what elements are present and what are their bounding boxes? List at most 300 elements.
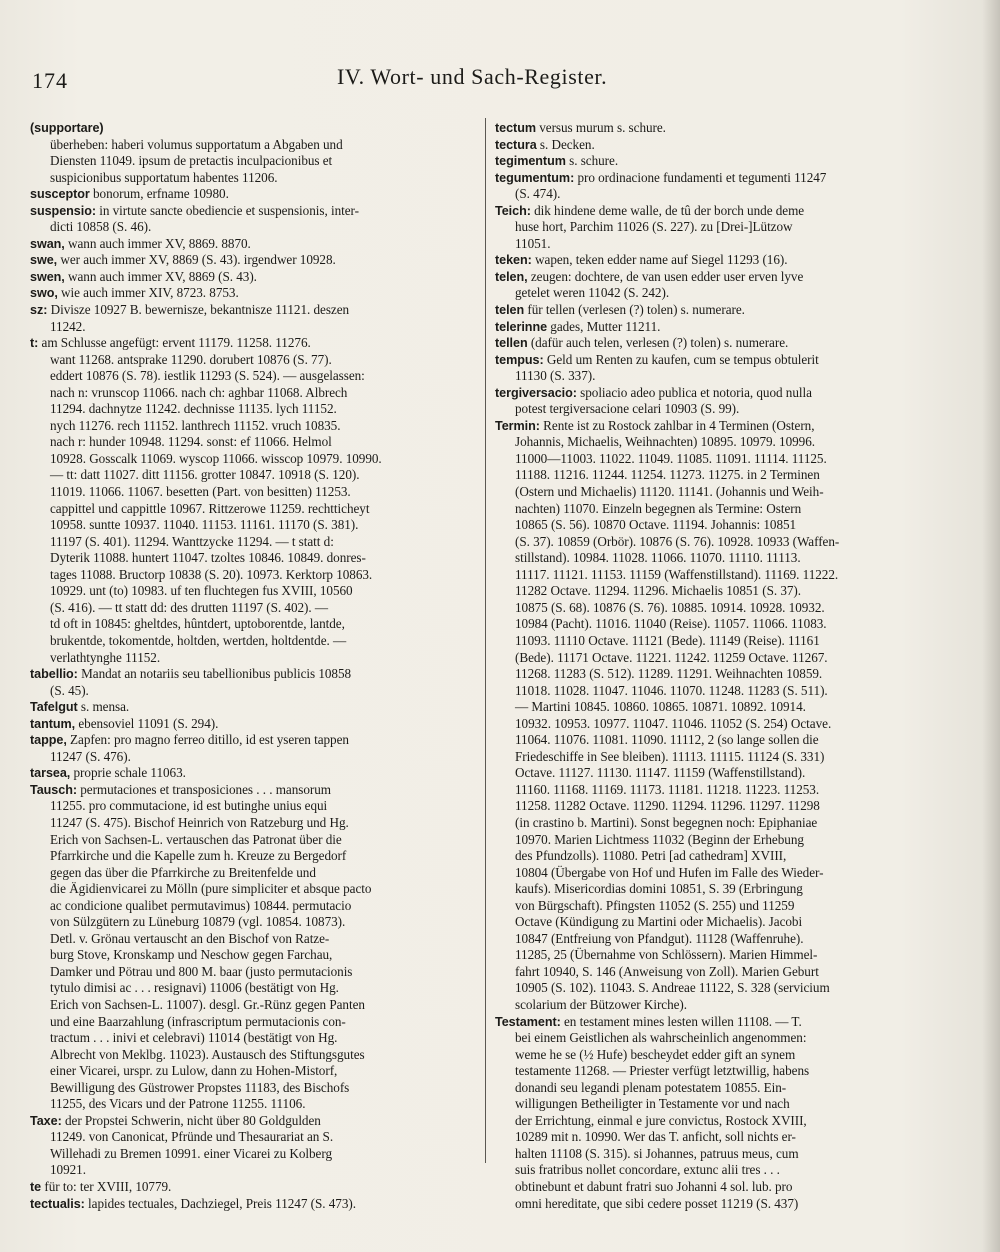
entry-headword: tellen — [495, 336, 528, 351]
register-entry — [30, 1196, 478, 1213]
entry-continuation-line — [495, 534, 943, 551]
entry-text: Zapfen: pro magno ferreo ditillo, id est yseren tappen — [66, 732, 349, 748]
entry-headword: telen, — [495, 269, 528, 284]
entry-text: potest tergiversacione celari 10903 (S. 99). — [515, 401, 740, 417]
entry-text: 10958. suntte 10937. 11040. 11153. 11161. 11170 (S. 381). — [50, 517, 359, 533]
entry-text: Erich von Sachsen-L. 11007). desgl. Gr.-Rünz gegen Panten — [50, 996, 365, 1012]
entry-first-line — [495, 385, 943, 402]
entry-headword: swe, — [30, 253, 58, 268]
register-entry — [30, 285, 478, 302]
entry-continuation-line — [495, 1146, 943, 1163]
entry-text: 11255. pro commutacione, id est butinghe unius equi — [50, 798, 328, 814]
entry-continuation-line — [495, 980, 943, 997]
entry-text: 11197 (S. 401). 11294. Wanttzycke 11294. — t statt d: — [50, 533, 334, 549]
entry-text: 10921. — [50, 1162, 86, 1178]
entry-continuation-line — [30, 484, 478, 501]
entry-text: für to: ter XVIII, 10779. — [41, 1179, 172, 1194]
entry-first-line — [30, 203, 478, 220]
entry-text: Johannis, Michaelis, Weihnachten) 10895. 10979. 10996. — [515, 434, 815, 450]
entry-text: obtinebunt et dabunt fratri suo Johanni 4 sol. lub. pro — [515, 1179, 793, 1194]
entry-headword: Tafelgut — [30, 700, 78, 715]
entry-headword: tectura — [495, 137, 537, 152]
entry-continuation-line — [30, 501, 478, 518]
entry-text: eddert 10876 (S. 78). iestlik 11293 (S. 524). — ausgelassen: — [50, 368, 365, 384]
entry-text: nachten) 11070. Einzeln begegnen als Termine: Ostern — [515, 500, 802, 516]
entry-text: 11188. 11216. 11244. 11254. 11273. 11275. in 2 Terminen — [515, 467, 820, 483]
entry-continuation-line — [30, 600, 478, 617]
entry-text: ac condicione qualibet permutavimus) 10844. permutacio — [50, 897, 352, 913]
entry-text: 11000—11003. 11022. 11049. 11085. 11091. 11114. 11125. — [515, 450, 827, 466]
register-entry — [495, 385, 943, 418]
entry-continuation-line — [30, 319, 478, 336]
entry-headword: te — [30, 1180, 42, 1194]
entry-continuation-line — [495, 219, 943, 236]
page-number: 174 — [32, 68, 68, 93]
entry-text: fahrt 10940, S. 146 (Anweisung von Zoll). Marien Geburt — [515, 963, 819, 979]
entry-text: Damker und Pötrau und 800 M. baar (justo permutacionis — [50, 963, 353, 979]
entry-continuation-line — [30, 650, 478, 667]
entry-first-line — [30, 1113, 478, 1130]
entry-headword: swen, — [30, 269, 65, 284]
entry-text: (S. 416). — tt statt dd: des drutten 11197 (S. 402). — — [50, 599, 329, 615]
entry-continuation-line — [30, 633, 478, 650]
entry-text: 11294. dachnytze 11242. dechnisse 11135. lych 11152. — [50, 401, 337, 417]
entry-continuation-line — [495, 683, 943, 700]
register-entry — [495, 203, 943, 253]
entry-text: Friedeschiffe in See bleiben). 11113. 11115. 11124 (S. 331) — [515, 748, 825, 764]
entry-continuation-line — [495, 749, 943, 766]
entry-headword: swan, — [30, 236, 65, 251]
entry-continuation-line — [495, 1162, 943, 1179]
register-entry — [30, 782, 478, 1113]
entry-continuation-line — [495, 567, 943, 584]
entry-text: tractum . . . inivi et celebravi) 11014 (bestätigt von Hg. — [50, 1030, 338, 1046]
entry-continuation-line — [495, 517, 943, 534]
register-entry — [30, 666, 478, 699]
entry-continuation-line — [495, 236, 943, 253]
register-entry — [495, 170, 943, 203]
entry-first-line — [30, 120, 478, 137]
entry-text: proprie schale 11063. — [70, 765, 186, 781]
entry-text: td oft in 10845: gheltdes, hûntdert, uptoborentde, lantde, — [50, 616, 345, 632]
left-column — [30, 120, 478, 1212]
entry-headword: Teich: — [495, 203, 531, 218]
entry-text: 11018. 11028. 11047. 11046. 11070. 11248. 11283 (S. 511). — [515, 682, 828, 698]
register-entry — [30, 302, 478, 335]
entry-continuation-line — [495, 848, 943, 865]
entry-continuation-line — [495, 401, 943, 418]
entry-continuation-line — [495, 434, 943, 451]
entry-continuation-line — [30, 467, 478, 484]
entry-text: 11285, 25 (Übernahme von Schlössern). Marien Himmel- — [515, 947, 818, 963]
entry-continuation-line — [30, 964, 478, 981]
entry-continuation-line — [30, 1129, 478, 1146]
entry-text: wer auch immer XV, 8869 (S. 43). irgendwer 10928. — [57, 252, 336, 268]
entry-text: s. Decken. — [536, 136, 595, 152]
entry-text: dicti 10858 (S. 46). — [50, 219, 152, 235]
entry-continuation-line — [495, 1196, 943, 1213]
entry-text: getelet weren 11042 (S. 242). — [515, 285, 670, 301]
entry-text: (S. 37). 10859 (Orbör). 10876 (S. 76). 10928. 10933 (Waffen- — [515, 533, 840, 549]
entry-continuation-line — [30, 1096, 478, 1113]
entry-first-line — [30, 186, 478, 203]
register-entry — [30, 236, 478, 253]
entry-text: spoliacio adeo publica et notoria, quod nulla — [576, 384, 812, 400]
entry-continuation-line — [495, 765, 943, 782]
entry-text: 11258. 11282 Octave. 11290. 11294. 11296. 11297. 11298 — [515, 798, 820, 814]
entry-first-line — [30, 302, 478, 319]
entry-text: Bewilligung des Güstrower Propstes 11183, des Bischofs — [50, 1079, 350, 1095]
register-entry — [30, 120, 478, 186]
entry-continuation-line — [30, 947, 478, 964]
register-entry — [30, 252, 478, 269]
entry-text: en testament mines lesten willen 11108. — T. — [560, 1013, 802, 1029]
entry-continuation-line — [30, 616, 478, 633]
entry-continuation-line — [30, 1030, 478, 1047]
entry-text: 11247 (S. 475). Bischof Heinrich von Ratzeburg und Hg. — [50, 814, 349, 830]
entry-text: 10984 (Pacht). 11016. 11040 (Reise). 11057. 11066. 11083. — [515, 616, 827, 632]
entry-continuation-line — [495, 484, 943, 501]
entry-first-line — [495, 203, 943, 220]
entry-first-line — [30, 765, 478, 782]
register-entry — [30, 203, 478, 236]
entry-continuation-line — [30, 832, 478, 849]
entry-continuation-line — [495, 650, 943, 667]
entry-text: in virtute sancte obediencie et suspensionis, inter- — [95, 202, 359, 218]
entry-text: von Sülzgütern zu Lüneburg 10879 (vgl. 10854. 10873). — [50, 914, 346, 930]
entry-continuation-line — [30, 517, 478, 534]
entry-continuation-line — [495, 947, 943, 964]
entry-text: nach n: vrunscop 11066. nach ch: aghbar 11068. Albrech — [50, 384, 348, 400]
entry-first-line — [30, 236, 478, 253]
entry-continuation-line — [495, 1179, 943, 1196]
entry-continuation-line — [30, 368, 478, 385]
entry-continuation-line — [495, 186, 943, 203]
entry-text: 11242. — [50, 318, 86, 334]
entry-continuation-line — [495, 716, 943, 733]
entry-text: 10289 mit n. 10990. Wer das T. anficht, soll nichts er- — [515, 1129, 796, 1145]
entry-continuation-line — [30, 451, 478, 468]
entry-text: testamente 11268. — Priester verfügt letztwillig, habens — [515, 1063, 810, 1079]
entry-continuation-line — [495, 1096, 943, 1113]
entry-continuation-line — [495, 798, 943, 815]
entry-text: (Bede). 11171 Octave. 11221. 11242. 11259 Octave. 11267. — [515, 649, 828, 665]
entry-continuation-line — [30, 931, 478, 948]
entry-continuation-line — [30, 534, 478, 551]
entry-continuation-line — [495, 1030, 943, 1047]
entry-continuation-line — [495, 964, 943, 981]
entry-text: (Ostern und Michaelis) 11120. 11141. (Johannis und Weih- — [515, 484, 824, 500]
entry-headword: sz: — [30, 303, 48, 318]
entry-text: zeugen: dochtere, de van usen edder user erven lyve — [527, 268, 804, 284]
entry-text: Detl. v. Grönau vertauscht an den Bischof von Ratze- — [50, 930, 330, 946]
entry-text: pro ordinacione fundamenti et tegumenti 11247 — [574, 169, 827, 185]
entry-text: 11249. von Canonicat, Pfründe und Thesaurariat an S. — [50, 1129, 334, 1145]
entry-first-line — [30, 269, 478, 286]
entry-text: Pfarrkirche und die Kapelle zum h. Kreuze zu Bergedorf — [50, 848, 347, 864]
register-entry — [495, 269, 943, 302]
entry-text: Octave. 11127. 11130. 11147. 11159 (Waffenstillstand). — [515, 765, 806, 781]
entry-text: tytulo dimisi ac . . . resignavi) 11006 (bestätigt von Hg. — [50, 980, 339, 996]
entry-continuation-line — [30, 914, 478, 931]
entry-headword: tegimentum — [495, 154, 566, 169]
entry-text: Octave (Kündigung zu Martini oder Michaelis). Jacobi — [515, 914, 803, 930]
entry-text: 11019. 11066. 11067. besetten (Part. von besitten) 11253. — [50, 484, 351, 500]
entry-first-line — [30, 716, 478, 733]
register-entry — [495, 335, 943, 352]
entry-first-line — [495, 352, 943, 369]
entry-text: versus murum s. schure. — [536, 120, 666, 135]
entry-text: 10932. 10953. 10977. 11047. 11046. 11052 (S. 254) Octave. — [515, 715, 832, 731]
entry-continuation-line — [30, 1146, 478, 1163]
entry-first-line — [495, 319, 943, 336]
entry-text: Mandat an notariis seu tabellionibus publicis 10858 — [77, 666, 352, 682]
column-divider — [485, 118, 486, 1163]
entry-text: die Ägidienvicarei zu Mölln (pure simpliciter et absque pacto — [50, 881, 372, 897]
entry-continuation-line — [495, 865, 943, 882]
entry-headword: suspensio: — [30, 203, 96, 218]
entry-continuation-line — [495, 368, 943, 385]
entry-text: bonorum, erfname 10980. — [89, 186, 229, 202]
register-entry — [30, 269, 478, 286]
entry-continuation-line — [495, 550, 943, 567]
entry-continuation-line — [30, 1014, 478, 1031]
register-entry — [495, 120, 943, 137]
entry-continuation-line — [30, 219, 478, 236]
register-entry — [495, 137, 943, 154]
entry-continuation-line — [30, 997, 478, 1014]
entry-text: — Martini 10845. 10860. 10865. 10871. 10892. 10914. — [515, 699, 806, 715]
entry-headword: telen — [495, 303, 525, 318]
entry-continuation-line — [495, 1113, 943, 1130]
entry-continuation-line — [30, 1080, 478, 1097]
entry-continuation-line — [30, 1063, 478, 1080]
entry-text: ebensoviel 11091 (S. 294). — [75, 715, 219, 731]
entry-continuation-line — [30, 418, 478, 435]
entry-continuation-line — [30, 881, 478, 898]
entry-text: wann auch immer XV, 8869. 8870. — [64, 235, 251, 251]
entry-continuation-line — [495, 467, 943, 484]
entry-text: 11268. 11283 (S. 512). 11289. 11291. Weihnachten 10859. — [515, 666, 823, 682]
entry-text: 10970. Marien Lichtmess 11032 (Beginn der Erhebung — [515, 831, 804, 847]
register-entry — [495, 302, 943, 319]
entry-text: want 11268. antsprake 11290. dorubert 10876 (S. 77). — [50, 351, 332, 367]
entry-text: wann auch immer XV, 8869 (S. 43). — [64, 268, 257, 284]
entry-continuation-line — [495, 600, 943, 617]
entry-text: 11093. 11110 Octave. 11121 (Bede). 11149 (Reise). 11161 — [515, 632, 820, 648]
entry-text: 11255, des Vicars und der Patrone 11255. 11106. — [50, 1096, 306, 1112]
entry-first-line — [30, 1196, 478, 1213]
entry-continuation-line — [495, 616, 943, 633]
entry-first-line — [495, 269, 943, 286]
entry-continuation-line — [30, 848, 478, 865]
entry-text: suspicionibus supportatum habentes 11206. — [50, 169, 278, 185]
entry-text: — tt: datt 11027. ditt 11156. grotter 10847. 10918 (S. 120). — [50, 467, 360, 483]
entry-text: burg Stove, Kronskamp und Neschow gegen Farchau, — [50, 947, 333, 963]
entry-text: 11117. 11121. 11153. 11159 (Waffenstillstand). 11169. 11222. — [515, 566, 839, 582]
entry-continuation-line — [30, 898, 478, 915]
entry-headword: tectum — [495, 121, 536, 135]
entry-text: der Propstei Schwerin, nicht über 80 Goldgulden — [61, 1112, 321, 1128]
entry-continuation-line — [495, 898, 943, 915]
entry-continuation-line — [30, 434, 478, 451]
register-entry — [495, 1014, 943, 1213]
entry-text: Willehadi zu Bremen 10991. einer Vicarei zu Kolberg — [50, 1145, 333, 1161]
entry-continuation-line — [30, 683, 478, 700]
entry-text: 11051. — [515, 235, 551, 251]
entry-first-line — [495, 170, 943, 187]
entry-text: 11247 (S. 476). — [50, 748, 131, 764]
entry-text: brukentde, tokomentde, holtden, wertden, holtdentde. — — [50, 632, 347, 648]
entry-text: 11282 Octave. 11294. 11296. Michaelis 10851 (S. 37). — [515, 583, 802, 599]
entry-text: Rente ist zu Rostock zahlbar in 4 Terminen (Ostern, — [539, 417, 815, 433]
entry-continuation-line — [495, 914, 943, 931]
entry-text: Diensten 11049. ipsum de pretactis inculpacionibus et — [50, 153, 333, 169]
entry-first-line — [495, 418, 943, 435]
entry-first-line — [30, 285, 478, 302]
entry-first-line — [495, 120, 943, 137]
entry-text: 10928. Gosscalk 11069. wyscop 11066. wisscop 10979. 10990. — [50, 450, 382, 466]
entry-text: suis fratribus nollet concordare, extunc alii tres . . . — [515, 1162, 780, 1178]
entry-continuation-line — [30, 815, 478, 832]
entry-continuation-line — [495, 997, 943, 1014]
entry-text: einer Vicarei, urspr. zu Lulow, dann zu Hohen-Mistorf, — [50, 1063, 338, 1079]
entry-continuation-line — [495, 1080, 943, 1097]
entry-text: Albrecht von Meklbg. 11023). Austausch des Stiftungsgutes — [50, 1046, 365, 1062]
entry-text: des Pfundzolls). 11080. Petri [ad cathedram] XVIII, — [515, 848, 787, 864]
register-entry — [30, 335, 478, 666]
entry-continuation-line — [495, 1047, 943, 1064]
entry-text: lapides tectuales, Dachziegel, Preis 11247 (S. 473). — [84, 1195, 356, 1211]
entry-continuation-line — [495, 815, 943, 832]
entry-headword: (supportare) — [30, 121, 104, 135]
entry-text: gegen das über die Pfarrkirche zu Breitenfelde und — [50, 864, 316, 880]
entry-text: 10929. unt (to) 10983. uf ten fluchtegen fus XVIII, 10560 — [50, 583, 353, 599]
entry-text: und eine Baarzahlung (infrascriptum permutacionis con- — [50, 1013, 346, 1029]
entry-text: stillstand). 10984. 11028. 11066. 11070. 11110. 11113. — [515, 550, 801, 566]
entry-headword: teken: — [495, 253, 532, 268]
entry-text: weme he se (½ Hufe) bescheydet edder gift an synem — [515, 1046, 796, 1062]
right-column — [495, 120, 943, 1212]
entry-text: (in crastino b. Martini). Sonst begegnen noch: Epiphaniae — [515, 814, 818, 830]
entry-headword: tappe, — [30, 733, 67, 748]
entry-first-line — [495, 302, 943, 319]
register-entry — [30, 186, 478, 203]
entry-text: tages 11088. Bructorp 10838 (S. 20). 10973. Kerktorp 10863. — [50, 566, 373, 582]
entry-text: Divisze 10927 B. bewernisze, bekantnisze 11121. deszen — [47, 302, 350, 318]
entry-text: 10875 (S. 68). 10876 (S. 76). 10885. 10914. 10928. 10932. — [515, 599, 825, 615]
entry-text: 10865 (S. 56). 10870 Octave. 11194. Johannis: 10851 — [515, 517, 797, 533]
register-entry — [495, 153, 943, 170]
entry-text: huse hort, Parchim 11026 (S. 227). zu [Drei-]Lützow — [515, 219, 793, 235]
entry-text: halten 11108 (S. 315). si Johannes, patruus meus, cum — [515, 1145, 799, 1161]
entry-headword: swo, — [30, 286, 58, 301]
entry-continuation-line — [30, 137, 478, 154]
entry-text: von Bürgschaft). Pfingsten 11052 (S. 255) und 11259 — [515, 897, 795, 913]
entry-text: kaufs). Misericordias domini 10851, S. 39 (Erbringung — [515, 881, 803, 897]
entry-continuation-line — [495, 782, 943, 799]
entry-headword: Tausch: — [30, 782, 77, 797]
entry-text: willigungen Betheiligter in Testamente vor und nach — [515, 1096, 790, 1112]
register-entry — [495, 252, 943, 269]
entry-continuation-line — [495, 1129, 943, 1146]
entry-text: donandi seu legandi plenam potestatem 10855. Ein- — [515, 1079, 787, 1095]
register-entry — [30, 1179, 478, 1196]
entry-headword: tergiversacio: — [495, 385, 577, 400]
entry-continuation-line — [30, 352, 478, 369]
entry-text: nych 11276. rech 11152. lanthrech 11152. vruch 10835. — [50, 417, 341, 433]
scan-page-edge — [982, 0, 1000, 1252]
entry-continuation-line — [495, 832, 943, 849]
entry-first-line — [495, 252, 943, 269]
entry-text: Dyterik 11088. huntert 11047. tzoltes 10846. 10849. donres- — [50, 550, 366, 566]
entry-text: 11160. 11168. 11169. 11173. 11181. 11218. 11223. 11253. — [515, 781, 820, 797]
entry-text: verlathtynghe 11152. — [50, 649, 161, 665]
entry-first-line — [495, 137, 943, 154]
register-entry — [30, 765, 478, 782]
entry-continuation-line — [495, 285, 943, 302]
entry-headword: telerinne — [495, 319, 548, 334]
entry-text: Geld um Renten zu kaufen, cum se tempus obtulerit — [543, 351, 819, 367]
entry-text: s. schure. — [565, 153, 619, 169]
entry-headword: Testament: — [495, 1014, 561, 1029]
entry-headword: t: — [30, 336, 39, 351]
entry-text: omni hereditate, que sibi cedere posset 11219 (S. 437) — [515, 1195, 799, 1211]
entry-headword: tectualis: — [30, 1196, 85, 1211]
entry-continuation-line — [30, 798, 478, 815]
entry-headword: Taxe: — [30, 1113, 62, 1128]
entry-first-line — [495, 1014, 943, 1031]
entry-first-line — [30, 1179, 478, 1196]
entry-continuation-line — [30, 170, 478, 187]
entry-text: 11064. 11076. 11081. 11090. 11112, 2 (so lange sollen die — [515, 732, 819, 748]
entry-continuation-line — [30, 583, 478, 600]
entry-continuation-line — [30, 567, 478, 584]
entry-text: überheben: haberi volumus supportatum a Abgaben und — [50, 136, 343, 152]
entry-text: 11130 (S. 337). — [515, 368, 596, 384]
entry-text: der Errichtung, einmal e jure convictus, Rostock XVIII, — [515, 1112, 807, 1128]
entry-text: 10847 (Entfreiung von Pfandgut). 11128 (Waffenruhe). — [515, 930, 804, 946]
entry-continuation-line — [495, 666, 943, 683]
entry-continuation-line — [495, 501, 943, 518]
entry-continuation-line — [30, 1162, 478, 1179]
register-entry — [495, 352, 943, 385]
entry-text: permutaciones et transposiciones . . . mansorum — [77, 781, 331, 797]
page-header — [32, 64, 652, 108]
register-entry — [30, 732, 478, 765]
entry-text: wie auch immer XIV, 8723. 8753. — [57, 285, 239, 301]
entry-headword: tantum, — [30, 716, 76, 731]
entry-text: scolarium der Bützower Kirche). — [515, 996, 688, 1012]
entry-continuation-line — [495, 451, 943, 468]
register-entry — [30, 716, 478, 733]
entry-continuation-line — [495, 732, 943, 749]
entry-first-line — [495, 153, 943, 170]
entry-headword: tarsea, — [30, 766, 71, 781]
entry-continuation-line — [30, 865, 478, 882]
entry-continuation-line — [495, 931, 943, 948]
entry-continuation-line — [30, 749, 478, 766]
entry-headword: tabellio: — [30, 667, 78, 682]
entry-text: am Schlusse angefügt: ervent 11179. 11258. 11276. — [38, 335, 311, 351]
entry-headword: tegumentum: — [495, 170, 575, 185]
entry-first-line — [30, 335, 478, 352]
entry-text: 10804 (Übergabe von Hof und Hufen im Falle des Wieder- — [515, 864, 824, 880]
entry-text: (dafür auch telen, verlesen (?) tolen) s. numerare. — [527, 335, 789, 351]
entry-continuation-line — [30, 980, 478, 997]
entry-text: 10905 (S. 102). 11043. S. Andreae 11122, S. 328 (servicium — [515, 980, 830, 996]
entry-continuation-line — [30, 401, 478, 418]
